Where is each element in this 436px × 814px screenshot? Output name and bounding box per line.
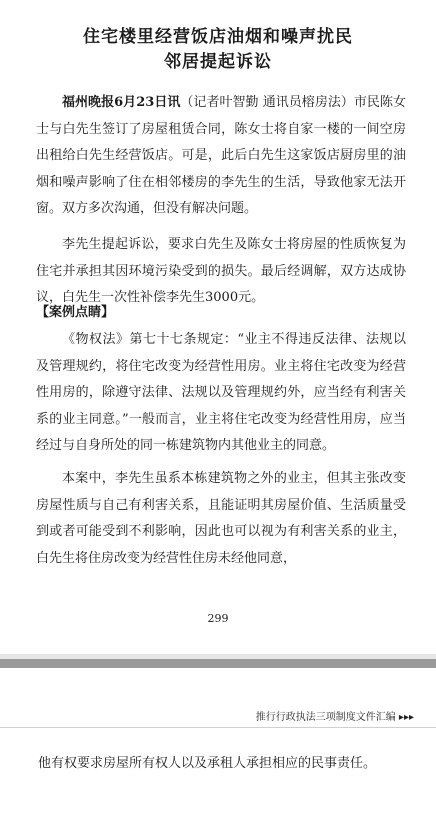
case-heading: 【案例点睛】 (36, 305, 115, 320)
byline: 福州晚报6月23日讯 (62, 95, 181, 110)
paragraph-4: 本案中，李先生虽系本栋建筑物之外的业主，但其主张改变房屋性质与自己有利害关系，且能证明其房屋价值、生活质量受到或者可能受到不利影响，因此也可以视为有利害关系的业主，白先生将住房改变为经营性住房未经他同意， (36, 471, 406, 566)
paragraph-2: 李先生提起诉讼，要求白先生及陈女士将房屋的性质恢复为住宅并承担其因环境污染受到的损失。最后经调解，双方达成协议，白先生一次性补偿李先生3000元。 (36, 237, 406, 306)
paragraph-1-text: 市民陈女士与白先生签订了房屋租赁合同，陈女士将自家一楼的一间空房出租给白先生经营饭店。可是，此后白先生这家饭店厨房里的油烟和噪声影响了住在相邻楼房的李先生的生活，导致他家无法开窗。双方多次沟通，但没有解决问题。 (36, 95, 406, 217)
running-header: 推行行政执法三项制度文件汇编 ▸▸▸ (255, 712, 414, 723)
article-title-line2: 邻居提起诉讼 (164, 52, 272, 72)
article-title-line1: 住宅楼里经营饭店油烟和噪声扰民 (83, 27, 353, 47)
paragraph-3: 《物权法》第七十七条规定：“业主不得违反法律、法规以及管理规约，将住宅改变为经营性用房。业主将住宅改变为经营性用房的，除遵守法律、法规以及管理规约外，应当经有利害关系的业主同意。”一般而言，业主将住宅改变为经营性用房，应当经过与自身所处的同一栋建筑物内其他业主的同意。 (36, 332, 406, 454)
paragraph-5: 他有权要求房屋所有权人以及承租人承担相应的民事责任。 (38, 756, 377, 771)
header-rule (0, 727, 436, 728)
page-number: 299 (207, 612, 229, 625)
paragraph-1 (36, 90, 406, 223)
page-separator (0, 659, 436, 668)
byline-reporter: （记者叶智勤 通讯员榕房法） (180, 95, 354, 110)
